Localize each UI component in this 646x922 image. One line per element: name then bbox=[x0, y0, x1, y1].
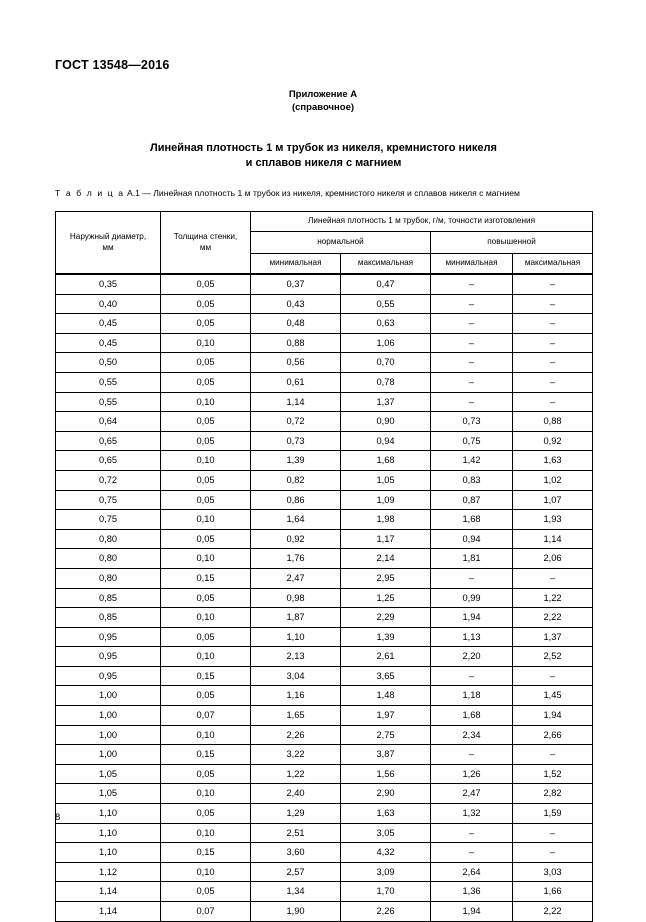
linear-density-table bbox=[55, 211, 593, 922]
cell-normal-min: 2,51 bbox=[251, 823, 341, 843]
cell-wall-thickness: 0,07 bbox=[161, 706, 251, 726]
cell-wall-thickness: 0,05 bbox=[161, 294, 251, 314]
cell-increased-max: 1,07 bbox=[513, 490, 593, 510]
table-body bbox=[56, 274, 593, 921]
cell-wall-thickness: 0,10 bbox=[161, 451, 251, 471]
cell-normal-min: 0,56 bbox=[251, 353, 341, 373]
header-outer-diameter-line-2: мм bbox=[102, 242, 114, 252]
cell-normal-max: 0,90 bbox=[341, 412, 431, 432]
cell-normal-min: 0,73 bbox=[251, 431, 341, 451]
table-row bbox=[56, 823, 593, 843]
cell-increased-max: 0,92 bbox=[513, 431, 593, 451]
cell-normal-min: 2,13 bbox=[251, 647, 341, 667]
cell-increased-max: 1,37 bbox=[513, 627, 593, 647]
cell-outer-diameter: 0,80 bbox=[56, 529, 161, 549]
cell-normal-min: 1,22 bbox=[251, 764, 341, 784]
table-row bbox=[56, 608, 593, 628]
table-row bbox=[56, 647, 593, 667]
annex-heading bbox=[0, 88, 646, 114]
cell-normal-min: 3,22 bbox=[251, 745, 341, 765]
cell-increased-min: 1,18 bbox=[431, 686, 513, 706]
header-normal-min: минимальная bbox=[251, 254, 341, 275]
cell-increased-max: 2,06 bbox=[513, 549, 593, 569]
cell-wall-thickness: 0,05 bbox=[161, 490, 251, 510]
table-row bbox=[56, 314, 593, 334]
cell-wall-thickness: 0,05 bbox=[161, 412, 251, 432]
cell-outer-diameter: 0,50 bbox=[56, 353, 161, 373]
cell-increased-max: – bbox=[513, 333, 593, 353]
cell-increased-min: – bbox=[431, 333, 513, 353]
cell-normal-max: 1,09 bbox=[341, 490, 431, 510]
cell-increased-min: – bbox=[431, 843, 513, 863]
cell-normal-min: 2,47 bbox=[251, 568, 341, 588]
cell-wall-thickness: 0,05 bbox=[161, 353, 251, 373]
cell-outer-diameter: 0,80 bbox=[56, 568, 161, 588]
table-row bbox=[56, 862, 593, 882]
cell-wall-thickness: 0,05 bbox=[161, 882, 251, 902]
cell-normal-max: 2,90 bbox=[341, 784, 431, 804]
cell-wall-thickness: 0,10 bbox=[161, 823, 251, 843]
cell-outer-diameter: 0,95 bbox=[56, 666, 161, 686]
cell-increased-min: – bbox=[431, 823, 513, 843]
annex-kind: (справочное) bbox=[291, 102, 355, 113]
cell-normal-max: 4,32 bbox=[341, 843, 431, 863]
cell-increased-max: – bbox=[513, 372, 593, 392]
table-caption-dash: — bbox=[142, 188, 151, 198]
cell-increased-max: 1,52 bbox=[513, 764, 593, 784]
cell-wall-thickness: 0,10 bbox=[161, 725, 251, 745]
header-wall-thickness-line-2: мм bbox=[199, 242, 212, 252]
cell-normal-max: 2,26 bbox=[341, 902, 431, 922]
cell-outer-diameter: 1,10 bbox=[56, 823, 161, 843]
table-row bbox=[56, 686, 593, 706]
cell-normal-min: 0,61 bbox=[251, 372, 341, 392]
cell-increased-min: 1,26 bbox=[431, 764, 513, 784]
cell-outer-diameter: 1,10 bbox=[56, 804, 161, 824]
cell-normal-max: 1,05 bbox=[341, 470, 431, 490]
cell-normal-min: 1,87 bbox=[251, 608, 341, 628]
cell-increased-max: 3,03 bbox=[513, 862, 593, 882]
cell-outer-diameter: 1,05 bbox=[56, 784, 161, 804]
cell-normal-min: 0,43 bbox=[251, 294, 341, 314]
cell-increased-min: – bbox=[431, 274, 513, 294]
cell-normal-min: 3,04 bbox=[251, 666, 341, 686]
cell-increased-max: – bbox=[513, 314, 593, 334]
header-normal-max: максимальная bbox=[341, 254, 431, 275]
cell-increased-min: 2,34 bbox=[431, 725, 513, 745]
cell-outer-diameter: 0,72 bbox=[56, 470, 161, 490]
table-row bbox=[56, 568, 593, 588]
cell-increased-max: 2,66 bbox=[513, 725, 593, 745]
cell-normal-min: 1,64 bbox=[251, 510, 341, 530]
table-row bbox=[56, 882, 593, 902]
cell-outer-diameter: 0,40 bbox=[56, 294, 161, 314]
cell-normal-max: 3,65 bbox=[341, 666, 431, 686]
page-number: 8 bbox=[55, 812, 61, 823]
cell-wall-thickness: 0,15 bbox=[161, 843, 251, 863]
cell-increased-min: – bbox=[431, 568, 513, 588]
cell-normal-min: 1,10 bbox=[251, 627, 341, 647]
cell-outer-diameter: 0,65 bbox=[56, 451, 161, 471]
table-row bbox=[56, 274, 593, 294]
cell-normal-min: 0,82 bbox=[251, 470, 341, 490]
cell-normal-min: 0,92 bbox=[251, 529, 341, 549]
cell-wall-thickness: 0,05 bbox=[161, 686, 251, 706]
table-row bbox=[56, 353, 593, 373]
cell-normal-min: 2,26 bbox=[251, 725, 341, 745]
page-title bbox=[55, 141, 592, 171]
cell-increased-min: 1,81 bbox=[431, 549, 513, 569]
cell-wall-thickness: 0,05 bbox=[161, 274, 251, 294]
table-row bbox=[56, 843, 593, 863]
cell-normal-max: 0,70 bbox=[341, 353, 431, 373]
table-row bbox=[56, 666, 593, 686]
cell-normal-max: 1,48 bbox=[341, 686, 431, 706]
table-row bbox=[56, 804, 593, 824]
cell-normal-max: 1,06 bbox=[341, 333, 431, 353]
cell-normal-max: 1,63 bbox=[341, 804, 431, 824]
annex-label: Приложение А bbox=[288, 89, 358, 100]
cell-normal-min: 0,98 bbox=[251, 588, 341, 608]
cell-outer-diameter: 1,00 bbox=[56, 725, 161, 745]
table-row bbox=[56, 529, 593, 549]
table-row bbox=[56, 902, 593, 922]
table-row bbox=[56, 745, 593, 765]
cell-normal-min: 0,48 bbox=[251, 314, 341, 334]
cell-outer-diameter: 1,00 bbox=[56, 706, 161, 726]
cell-wall-thickness: 0,07 bbox=[161, 902, 251, 922]
cell-wall-thickness: 0,10 bbox=[161, 510, 251, 530]
cell-wall-thickness: 0,10 bbox=[161, 862, 251, 882]
cell-increased-min: – bbox=[431, 294, 513, 314]
cell-increased-min: 0,99 bbox=[431, 588, 513, 608]
table-row bbox=[56, 333, 593, 353]
table-caption bbox=[55, 187, 600, 199]
cell-increased-min: 2,20 bbox=[431, 647, 513, 667]
cell-outer-diameter: 1,14 bbox=[56, 902, 161, 922]
header-accuracy-normal: нормальной bbox=[251, 232, 431, 254]
cell-increased-max: 1,45 bbox=[513, 686, 593, 706]
cell-outer-diameter: 0,75 bbox=[56, 490, 161, 510]
cell-increased-min: 2,64 bbox=[431, 862, 513, 882]
cell-increased-min: – bbox=[431, 745, 513, 765]
cell-normal-max: 1,97 bbox=[341, 706, 431, 726]
cell-normal-max: 1,68 bbox=[341, 451, 431, 471]
cell-increased-min: 1,32 bbox=[431, 804, 513, 824]
cell-increased-min: 1,68 bbox=[431, 706, 513, 726]
cell-outer-diameter: 0,95 bbox=[56, 627, 161, 647]
cell-normal-max: 1,56 bbox=[341, 764, 431, 784]
cell-outer-diameter: 1,05 bbox=[56, 764, 161, 784]
cell-normal-max: 1,70 bbox=[341, 882, 431, 902]
cell-increased-max: – bbox=[513, 392, 593, 412]
cell-increased-max: 1,66 bbox=[513, 882, 593, 902]
table-row bbox=[56, 549, 593, 569]
cell-wall-thickness: 0,05 bbox=[161, 372, 251, 392]
cell-normal-min: 1,14 bbox=[251, 392, 341, 412]
cell-increased-max: 1,59 bbox=[513, 804, 593, 824]
table-caption-lead: Т а б л и ц а bbox=[55, 188, 125, 198]
cell-normal-min: 1,65 bbox=[251, 706, 341, 726]
cell-outer-diameter: 0,95 bbox=[56, 647, 161, 667]
cell-increased-min: 1,13 bbox=[431, 627, 513, 647]
cell-normal-min: 2,57 bbox=[251, 862, 341, 882]
cell-normal-min: 1,39 bbox=[251, 451, 341, 471]
cell-increased-min: 0,87 bbox=[431, 490, 513, 510]
cell-normal-min: 0,86 bbox=[251, 490, 341, 510]
cell-wall-thickness: 0,10 bbox=[161, 333, 251, 353]
header-outer-diameter-line-1: Наружный диаметр, bbox=[69, 232, 147, 241]
cell-wall-thickness: 0,10 bbox=[161, 549, 251, 569]
table-row bbox=[56, 412, 593, 432]
cell-normal-min: 2,40 bbox=[251, 784, 341, 804]
cell-normal-max: 0,63 bbox=[341, 314, 431, 334]
cell-increased-max: 0,88 bbox=[513, 412, 593, 432]
cell-normal-min: 0,88 bbox=[251, 333, 341, 353]
cell-increased-max: 1,94 bbox=[513, 706, 593, 726]
cell-outer-diameter: 1,14 bbox=[56, 882, 161, 902]
cell-normal-max: 0,55 bbox=[341, 294, 431, 314]
cell-normal-max: 2,14 bbox=[341, 549, 431, 569]
cell-wall-thickness: 0,05 bbox=[161, 627, 251, 647]
cell-increased-min: 0,94 bbox=[431, 529, 513, 549]
cell-wall-thickness: 0,05 bbox=[161, 764, 251, 784]
cell-increased-max: 2,22 bbox=[513, 902, 593, 922]
cell-normal-max: 3,87 bbox=[341, 745, 431, 765]
cell-normal-min: 1,34 bbox=[251, 882, 341, 902]
cell-wall-thickness: 0,10 bbox=[161, 392, 251, 412]
cell-increased-max: – bbox=[513, 294, 593, 314]
cell-increased-max: 2,82 bbox=[513, 784, 593, 804]
cell-increased-min: 1,94 bbox=[431, 608, 513, 628]
cell-normal-min: 3,60 bbox=[251, 843, 341, 863]
cell-outer-diameter: 0,85 bbox=[56, 588, 161, 608]
cell-outer-diameter: 0,75 bbox=[56, 510, 161, 530]
cell-normal-max: 2,75 bbox=[341, 725, 431, 745]
cell-increased-max: – bbox=[513, 353, 593, 373]
cell-outer-diameter: 0,85 bbox=[56, 608, 161, 628]
cell-wall-thickness: 0,05 bbox=[161, 588, 251, 608]
header-wall-thickness-line-1: Толщина стенки, bbox=[173, 232, 238, 241]
cell-wall-thickness: 0,10 bbox=[161, 608, 251, 628]
cell-outer-diameter: 1,00 bbox=[56, 686, 161, 706]
cell-increased-max: – bbox=[513, 745, 593, 765]
cell-increased-min: – bbox=[431, 353, 513, 373]
cell-increased-min: 1,68 bbox=[431, 510, 513, 530]
cell-outer-diameter: 0,80 bbox=[56, 549, 161, 569]
cell-increased-max: – bbox=[513, 823, 593, 843]
cell-outer-diameter: 0,64 bbox=[56, 412, 161, 432]
table-row bbox=[56, 451, 593, 471]
page-title-line-2: и сплавов никеля с магнием bbox=[245, 157, 402, 169]
table-row bbox=[56, 431, 593, 451]
cell-normal-min: 1,90 bbox=[251, 902, 341, 922]
table-row bbox=[56, 510, 593, 530]
table-head-row-top bbox=[56, 212, 593, 232]
cell-normal-min: 0,37 bbox=[251, 274, 341, 294]
table-caption-text: Линейная плотность 1 м трубок из никеля, кремнистого никеля и сплавов никеля с магнием bbox=[153, 188, 520, 198]
cell-normal-max: 1,25 bbox=[341, 588, 431, 608]
header-accuracy-increased: повышенной bbox=[431, 232, 593, 254]
header-outer-diameter bbox=[56, 212, 161, 275]
cell-outer-diameter: 1,00 bbox=[56, 745, 161, 765]
cell-normal-max: 1,98 bbox=[341, 510, 431, 530]
cell-outer-diameter: 0,35 bbox=[56, 274, 161, 294]
cell-wall-thickness: 0,15 bbox=[161, 568, 251, 588]
cell-normal-max: 0,47 bbox=[341, 274, 431, 294]
table-row bbox=[56, 706, 593, 726]
cell-normal-max: 1,37 bbox=[341, 392, 431, 412]
cell-outer-diameter: 0,55 bbox=[56, 372, 161, 392]
cell-normal-min: 0,72 bbox=[251, 412, 341, 432]
table-row bbox=[56, 372, 593, 392]
cell-increased-min: – bbox=[431, 372, 513, 392]
cell-increased-max: – bbox=[513, 843, 593, 863]
header-linear-density-group: Линейная плотность 1 м трубок, г/м, точности изготовления bbox=[251, 212, 593, 232]
table-row bbox=[56, 764, 593, 784]
linear-density-table-wrapper bbox=[55, 211, 592, 922]
table-row bbox=[56, 588, 593, 608]
cell-increased-min: 1,36 bbox=[431, 882, 513, 902]
table-row bbox=[56, 784, 593, 804]
cell-increased-max: 1,02 bbox=[513, 470, 593, 490]
header-wall-thickness bbox=[161, 212, 251, 275]
cell-wall-thickness: 0,15 bbox=[161, 666, 251, 686]
cell-increased-min: – bbox=[431, 666, 513, 686]
table-row bbox=[56, 392, 593, 412]
cell-normal-max: 2,95 bbox=[341, 568, 431, 588]
cell-increased-min: 0,83 bbox=[431, 470, 513, 490]
cell-wall-thickness: 0,05 bbox=[161, 470, 251, 490]
cell-outer-diameter: 1,10 bbox=[56, 843, 161, 863]
cell-normal-max: 3,05 bbox=[341, 823, 431, 843]
cell-normal-min: 1,16 bbox=[251, 686, 341, 706]
cell-wall-thickness: 0,10 bbox=[161, 647, 251, 667]
cell-increased-max: 1,93 bbox=[513, 510, 593, 530]
table-head bbox=[56, 212, 593, 275]
running-header: ГОСТ 13548—2016 bbox=[55, 58, 170, 72]
cell-outer-diameter: 0,65 bbox=[56, 431, 161, 451]
cell-increased-min: 1,94 bbox=[431, 902, 513, 922]
cell-increased-max: 1,22 bbox=[513, 588, 593, 608]
cell-outer-diameter: 1,12 bbox=[56, 862, 161, 882]
cell-normal-max: 0,78 bbox=[341, 372, 431, 392]
cell-normal-max: 1,17 bbox=[341, 529, 431, 549]
page-title-line-1: Линейная плотность 1 м трубок из никеля, кремнистого никеля bbox=[150, 142, 497, 154]
cell-increased-max: 1,63 bbox=[513, 451, 593, 471]
cell-normal-max: 2,61 bbox=[341, 647, 431, 667]
cell-normal-max: 2,29 bbox=[341, 608, 431, 628]
cell-normal-min: 1,76 bbox=[251, 549, 341, 569]
cell-wall-thickness: 0,05 bbox=[161, 431, 251, 451]
table-row bbox=[56, 470, 593, 490]
cell-normal-max: 1,39 bbox=[341, 627, 431, 647]
cell-wall-thickness: 0,05 bbox=[161, 804, 251, 824]
header-increased-min: минимальная bbox=[431, 254, 513, 275]
cell-outer-diameter: 0,45 bbox=[56, 314, 161, 334]
cell-increased-min: 0,75 bbox=[431, 431, 513, 451]
cell-increased-min: 1,42 bbox=[431, 451, 513, 471]
cell-increased-max: 1,14 bbox=[513, 529, 593, 549]
cell-wall-thickness: 0,05 bbox=[161, 529, 251, 549]
cell-increased-min: 2,47 bbox=[431, 784, 513, 804]
table-row bbox=[56, 490, 593, 510]
cell-increased-max: 2,22 bbox=[513, 608, 593, 628]
table-row bbox=[56, 725, 593, 745]
cell-increased-min: 0,73 bbox=[431, 412, 513, 432]
cell-increased-max: – bbox=[513, 274, 593, 294]
cell-increased-max: – bbox=[513, 666, 593, 686]
cell-increased-min: – bbox=[431, 392, 513, 412]
cell-normal-max: 3,09 bbox=[341, 862, 431, 882]
cell-outer-diameter: 0,55 bbox=[56, 392, 161, 412]
cell-increased-min: – bbox=[431, 314, 513, 334]
table-row bbox=[56, 294, 593, 314]
cell-normal-max: 0,94 bbox=[341, 431, 431, 451]
cell-wall-thickness: 0,10 bbox=[161, 784, 251, 804]
cell-wall-thickness: 0,05 bbox=[161, 314, 251, 334]
cell-increased-max: 2,52 bbox=[513, 647, 593, 667]
cell-increased-max: – bbox=[513, 568, 593, 588]
table-caption-number: А.1 bbox=[126, 188, 140, 198]
cell-normal-min: 1,29 bbox=[251, 804, 341, 824]
cell-wall-thickness: 0,15 bbox=[161, 745, 251, 765]
cell-outer-diameter: 0,45 bbox=[56, 333, 161, 353]
table-row bbox=[56, 627, 593, 647]
header-increased-max: максимальная bbox=[513, 254, 593, 275]
